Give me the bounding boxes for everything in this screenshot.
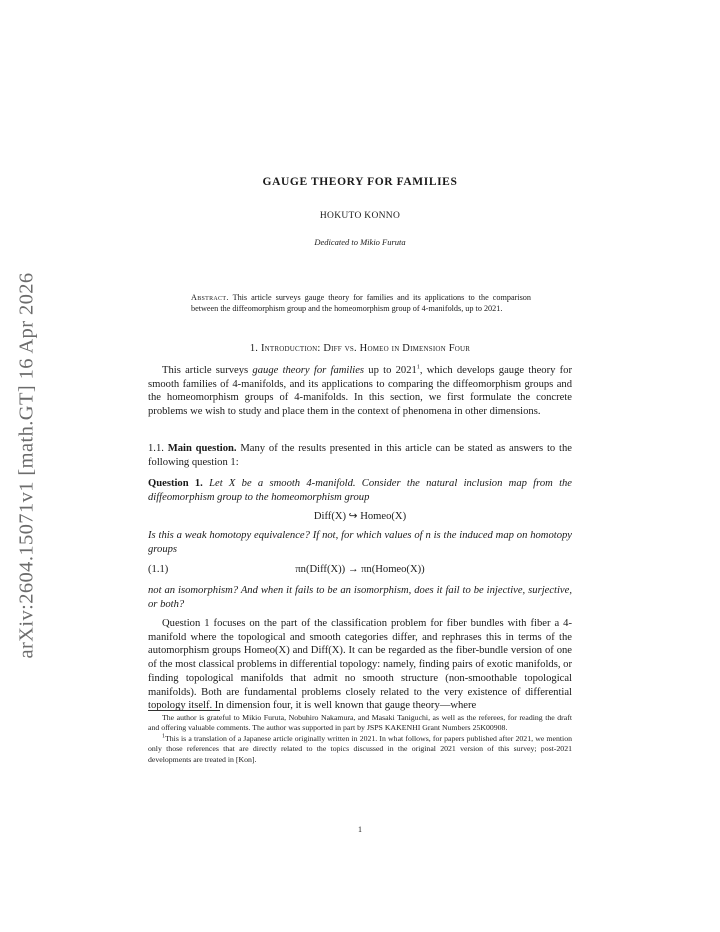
footnote-marker: 1 <box>416 364 420 371</box>
arxiv-id-text: arXiv:2604.15071v1 [math.GT] 16 Apr 2026 <box>15 271 38 659</box>
intro-paragraph: This article surveys gauge theory for families up to 2021$^1$, which develops gauge theory for smooth families of 4-manifolds, and its applications to comparing the diffeomorphism groups and the homeomorphism groups of 4-manifolds. In this section, we first formulate the concrete problems we wish to study and place them in the context of phenomena in other dimensions. <box>148 364 572 418</box>
dedication: Dedicated to Mikio Furuta <box>314 237 406 247</box>
abstract-text: This article surveys gauge theory for families and its applications to the comparison between the diffeomorphism group and the homeomorphism group of 4-manifolds, up to 2021. <box>191 293 531 313</box>
equation-number: (1.1) <box>148 564 169 575</box>
section-heading: 1. Introduction: Diff vs. Homeo in Dimension Four <box>249 343 471 354</box>
body-paragraph: Question 1 focuses on the part of the classification problem for fiber bundles with fiber a 4-manifold where the topological and smooth categories differ, and rephrases this in terms of the automorphism groups Homeo(X) and Diff(X). It can be regarded as the fiber-bundle version of one of the most classical problems in differential topology: namely, finding pairs of exotic manifolds, or finding topological manifolds that admit no smooth structure (non-smoothable topological manifolds). Both are fundamental problems closely related to the very existence of differential topology itself. In dimension four, it is well known that gauge theory—where <box>148 618 572 712</box>
question-label: Question 1. <box>148 478 203 489</box>
author-name: HOKUTO KONNO <box>319 211 401 221</box>
paper-title: GAUGE THEORY FOR FAMILIES <box>262 176 458 188</box>
footnote-1: $^1$This is a translation of a Japanese article originally written in 2021. In what follows, for papers published after 2021, we mention only those references that are directly related to the topics discussed in the original 2021 version of this survey; post-2021 developments are treated in [Kon]. <box>148 733 572 764</box>
subsection-title: Main question. <box>167 443 237 454</box>
equation-1-1 <box>148 564 572 578</box>
abstract <box>191 292 531 314</box>
abstract-label: Abstract. <box>191 293 229 302</box>
subsection-text: Many of the results presented in this article can be stated as answers to the following question 1: <box>148 443 572 468</box>
acknowledgement-footnote: The author is grateful to Mikio Furuta, Nobuhiro Nakamura, and Masaki Taniguchi, as well as the referees, for reading the draft and offering valuable comments. The author was supported in part by JSPS KAKENHI Grant Numbers 25K00908. <box>148 713 572 733</box>
display-formula-inclusion: Diff(X) ↪ Homeo(X) <box>313 511 407 522</box>
emphasis-text: gauge theory for families <box>252 365 365 376</box>
subsection-paragraph <box>148 442 572 469</box>
subsection-number: 1.1. <box>148 443 164 454</box>
question-text-2: Is this a weak homotopy equivalence? If not, for which values of n is the induced map on homotopy groups <box>148 530 572 555</box>
footnotes <box>148 713 572 765</box>
equation-body: πn(Diff(X)) → πn(Homeo(X)) <box>295 564 425 575</box>
question-statement <box>148 477 572 504</box>
page-number: 1 <box>358 825 362 834</box>
footnote-rule <box>148 710 220 711</box>
question-text-1: Let X be a smooth 4-manifold. Consider the natural inclusion map from the diffeomorphism group to the homeomorphism group <box>148 478 573 503</box>
arxiv-identifier-stamp <box>15 245 39 685</box>
question-text-3: not an isomorphism? And when it fails to be an isomorphism, does it fail to be injective, surjective, or both? <box>148 585 572 610</box>
